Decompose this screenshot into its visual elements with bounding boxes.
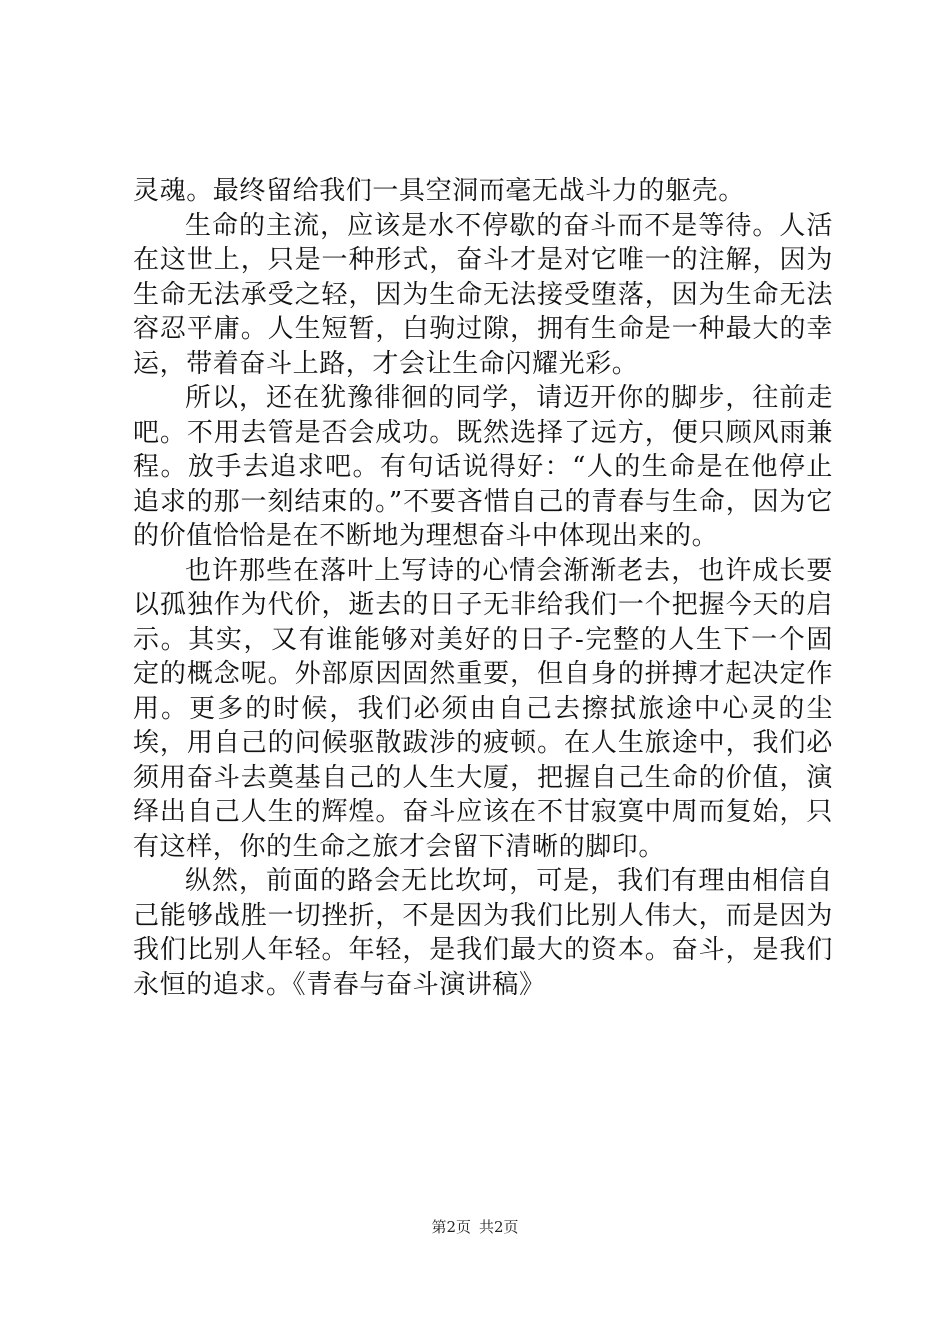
document-body: [133, 174, 833, 1002]
paragraph: 纵然，前面的路会无比坎坷，可是，我们有理由相信自己能够战胜一切挫折，不是因为我们比别人伟大，而是因为我们比别人年轻。年轻，是我们最大的资本。奋斗，是我们永恒的追求。《青春与奋斗演讲稿》: [133, 866, 833, 1000]
paragraph: 生命的主流，应该是水不停歇的奋斗而不是等待。人活在这世上，只是一种形式，奋斗才是对它唯一的注解，因为生命无法承受之轻，因为生命无法接受堕落，因为生命无法容忍平庸。人生短暂，白驹过隙，拥有生命是一种最大的幸运，带着奋斗上路，才会让生命闪耀光彩。: [133, 210, 833, 379]
paragraph: 所以，还在犹豫徘徊的同学，请迈开你的脚步，往前走吧。不用去管是否会成功。既然选择了远方，便只顾风雨兼程。放手去追求吧。有句话说得好：“人的生命是在他停止追求的那一刻结束的。”不要吝惜自己的青春与生命，因为它的价值恰恰是在不断地为理想奋斗中体现出来的。: [133, 383, 833, 551]
page-number: 第2页: [431, 1218, 471, 1236]
page-footer: [0, 1216, 950, 1237]
paragraph: 也许那些在落叶上写诗的心情会渐渐老去，也许成长要以孤独作为代价，逝去的日子无非给我们一个把握今天的启示。其实，又有谁能够对美好的日子-完整的人生下一个固定的概念呢。外部原因固然重要，但自身的拼搏才起决定作用。更多的时候，我们必须由自己去擦拭旅途中心灵的尘埃，用自己的问候驱散跋涉的疲顿。在人生旅途中，我们必须用奋斗去奠基自己的人生大厦，把握自己生命的价值，演绎出自己人生的辉煌。奋斗应该在不甘寂寞中周而复始，只有这样，你的生命之旅才会留下清晰的脚印。: [133, 555, 833, 862]
paragraph-continued: 灵魂。最终留给我们一具空洞而毫无战斗力的躯壳。: [133, 176, 745, 206]
page-total: 共2页: [479, 1218, 519, 1236]
